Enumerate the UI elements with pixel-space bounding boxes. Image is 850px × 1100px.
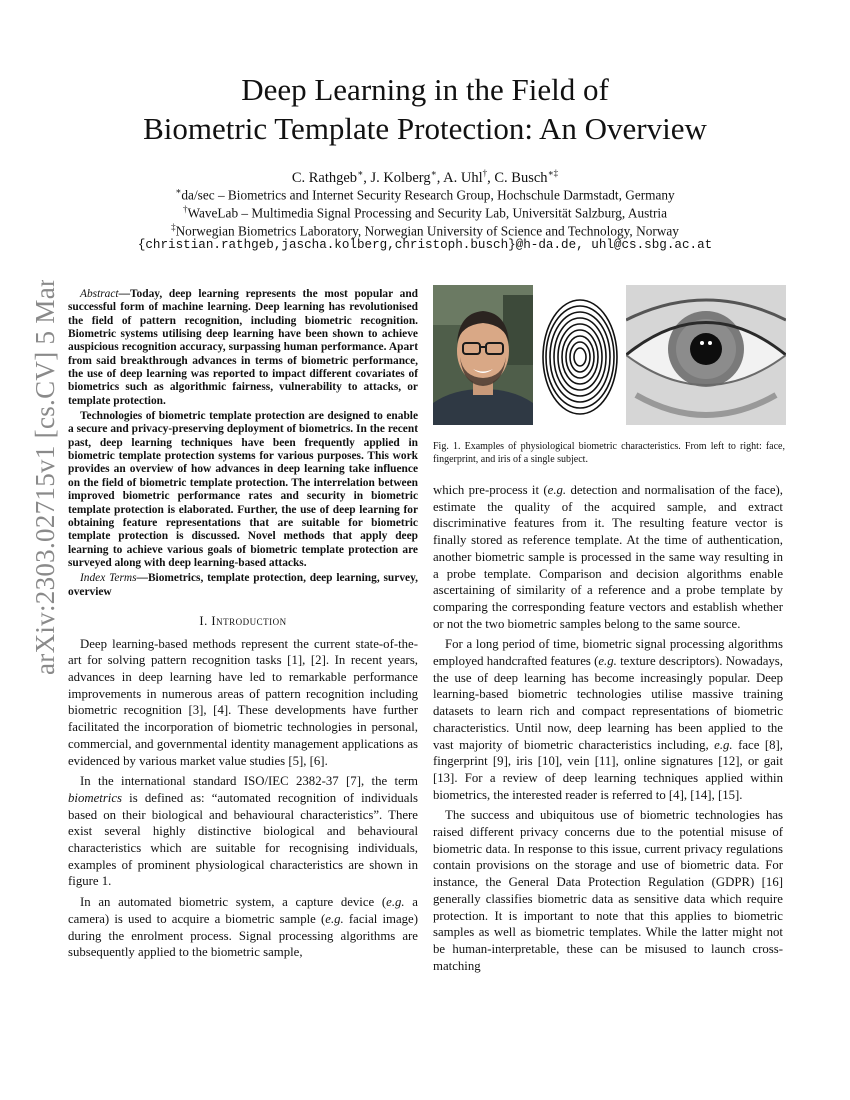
intro-paragraph-2 bbox=[68, 773, 418, 890]
title-line-2: Biometric Template Protection: An Overview bbox=[143, 111, 707, 146]
author-mark: ∗‡ bbox=[547, 168, 559, 178]
paper-title bbox=[75, 70, 775, 148]
fingerprint-illustration bbox=[540, 285, 620, 425]
abstract-paragraph-1 bbox=[68, 288, 418, 408]
body-paragraph-continued bbox=[433, 482, 783, 632]
emphasis: e.g. bbox=[714, 737, 733, 752]
affiliation-mark: † bbox=[183, 204, 188, 214]
author-name: , A. Uhl bbox=[436, 169, 483, 186]
emphasis: e.g. bbox=[598, 654, 617, 669]
affiliation-mark: ‡ bbox=[171, 222, 176, 232]
abstract-paragraph-2: Technologies of biometric template protection are designed to enable a secure and privacy-preserving deployment of biometrics. In the recent past, deep learning techniques have been frequently applied in biometric template protection systems for various purposes. This work provides an overview of how advances in deep learning take influence on the field of biometric template protection. The interrelation between improved biometric performance rates and security in biometric template protection is elaborated. Further, the use of deep learning for obtaining feature representations that are suitable for biometric template protection is discussed. Novel methods that apply deep learning to achieve various goals of biometric template protection are surveyed along with deep learning-based attacks. bbox=[68, 410, 418, 569]
text-run: texture descriptors). Nowadays, the use of deep learning has become increasingly popular. Deep learning-based biometric technologies utilise massive training datasets to learn rich and compact representations of biometric characteristics. Until now, deep learning has been applied to the vast majority of biometric characteristics including, bbox=[433, 654, 783, 752]
abstract-label: Abstract bbox=[80, 288, 119, 300]
arxiv-identifier-stamp bbox=[22, 280, 62, 680]
text-run: a camera) is used to acquire a biometric sample ( bbox=[68, 895, 418, 926]
text-run: For a long period of time, biometric signal processing algorithms employed handcrafted features ( bbox=[433, 637, 783, 669]
body-paragraph-privacy: The success and ubiquitous use of biometric technologies has raised different privacy concerns due to the potential misuse of biometric data. In response to this issue, current privacy regulations contain provisions on the storage and use of biometric data. For instance, the General Data Protection Regulation (GDPR) [16] generally classifies biometric data as sensitive data which require protection. It is important to note that this applies to biometric samples as well as biometric templates. While the latter might not be human-interpretable, these can be misused to launch cross-matching bbox=[433, 808, 783, 973]
author-mark: ∗ bbox=[357, 168, 364, 178]
text-run: is defined as: “automated recognition of individuals based on their biological and behavioural characteristics”. There exist several highly distinctive biological and behavioural characteristics which are suitable for recognising individuals, examples of prominent physiological characteristics are shown in figure 1. bbox=[68, 790, 418, 889]
index-terms-text: Biometrics, template protection, deep learning, survey, overview bbox=[68, 572, 418, 598]
author-mark: † bbox=[482, 168, 488, 178]
text-run: which pre-process it ( bbox=[433, 483, 548, 497]
author-mark: ∗ bbox=[430, 168, 437, 178]
index-terms-dash: — bbox=[136, 572, 148, 585]
emphasis: e.g. bbox=[547, 483, 567, 497]
intro-paragraph-3 bbox=[68, 894, 418, 961]
section-heading-introduction bbox=[68, 613, 418, 630]
abstract-dash: — bbox=[118, 288, 130, 300]
text-run: face [8], fingerprint [9], iris [10], vein [11], online signatures [12], or gait [13]. For a review of deep learning techniques applied within biometrics, the interested reader is referred to [4], [14], [15]. bbox=[433, 737, 783, 802]
text-run: facial image) during the enrolment process. Signal processing algorithms are subsequently applied to the biometric sample, bbox=[68, 911, 418, 960]
emphasis: e.g. bbox=[325, 911, 344, 926]
figure-1-images bbox=[433, 285, 785, 427]
affiliation-text: WaveLab – Multimedia Signal Processing and Security Lab, Universität Salzburg, Austria bbox=[187, 205, 667, 221]
author-name: , J. Kolberg bbox=[363, 169, 431, 186]
affiliation-text: Norwegian Biometrics Laboratory, Norwegian University of Science and Technology, Norway bbox=[175, 223, 679, 239]
iris-illustration bbox=[626, 285, 786, 425]
title-line-1: Deep Learning in the Field of bbox=[241, 72, 609, 107]
face-illustration bbox=[433, 285, 533, 425]
affiliation-text: da/sec – Biometrics and Internet Security Research Group, Hochschule Darmstadt, Germany bbox=[181, 187, 675, 203]
figure-1 bbox=[433, 285, 785, 466]
author-emails[interactable]: {christian.rathgeb,jascha.kolberg,christoph.busch}@h-da.de, uhl@cs.sbg.ac.at bbox=[137, 238, 713, 252]
text-run: In the international standard ISO/IEC 2382-37 [7], the term bbox=[80, 774, 418, 789]
emphasis: biometrics bbox=[68, 790, 123, 805]
figure-1-caption: Fig. 1. Examples of physiological biometric characteristics. From left to right: face, fingerprint, and iris of a single subject. bbox=[433, 441, 785, 465]
author-name: C. Rathgeb bbox=[291, 169, 358, 186]
section-number: I. bbox=[199, 613, 212, 628]
emphasis: e.g. bbox=[386, 895, 405, 910]
iris-image bbox=[626, 285, 786, 425]
text-run: In an automated biometric system, a capture device ( bbox=[80, 895, 387, 910]
abstract-text: Today, deep learning represents the most popular and successful form of machine learning. Deep learning has revolutionised the field of pattern recognition, including biometric recognition. Biometric systems utilising deep learning have been shown to achieve auspicious recognition accuracy, surpassing human performance. Apart from said breakthrough advances in terms of biometric performance, the use of deep learning was reported to impact different covariates of biometrics such as algorithmic fairness, vulnerability to attacks, or template protection. bbox=[68, 288, 418, 407]
fingerprint-image bbox=[540, 285, 620, 425]
intro-paragraph-1: Deep learning-based methods represent the current state-of-the-art for solving pattern recognition tasks [1], [2]. In recent years, advances in deep learning have led to remarkable performance improvements in numerous areas of pattern recognition including biometric recognition [3], [4]. These developments have further facilitated the incorporation of biometric technologies in personal, commercial, and governmental identity management applications as evidenced by various market value studies [5], [6]. bbox=[68, 636, 418, 768]
index-terms bbox=[68, 572, 418, 599]
text-run: detection and normalisation of the face), estimate the quality of the acquired sample, and extract discriminative features from it. The resulting feature vector is finally stored as reference template. At the time of authentication, another biometric sample is processed in the same way resulting in a probe template. Comparison and decision algorithms enable ascertaining of similarity of a reference and a probe template by comparing the corresponding feature vectors and establish whether or not the two biometric samples belong to the same source. bbox=[433, 483, 783, 631]
index-terms-label: Index Terms bbox=[80, 572, 137, 585]
author-name: , C. Busch bbox=[487, 169, 548, 186]
arxiv-id-text: arXiv:2303.02715v1 [cs.CV] 5 Mar 2023 bbox=[30, 280, 60, 675]
affiliation-mark: ∗ bbox=[175, 186, 182, 196]
left-column bbox=[68, 288, 418, 965]
body-paragraph-deep-learning bbox=[433, 636, 783, 803]
face-photo bbox=[433, 285, 533, 425]
right-column bbox=[433, 482, 783, 978]
arxiv-stamp-svg bbox=[22, 280, 62, 680]
section-title: Introduction bbox=[211, 613, 287, 628]
